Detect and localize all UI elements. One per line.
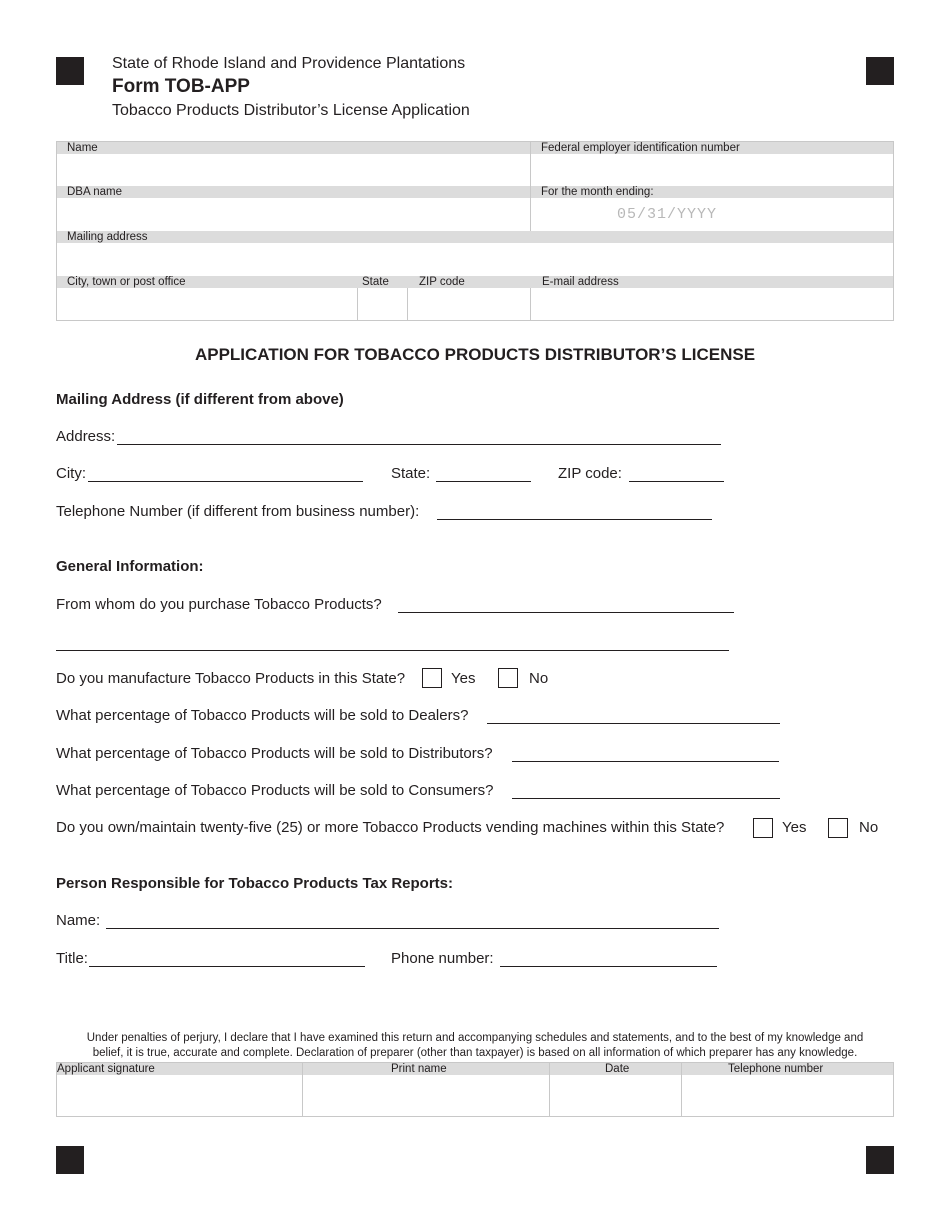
manufacture-question: Do you manufacture Tobacco Products in this State? [56,670,406,687]
vending-no-checkbox[interactable] [828,818,848,838]
consumers-question: What percentage of Tobacco Products will be sold to Consumers? [56,782,494,799]
state-input[interactable] [361,290,407,320]
registration-mark-bottom-left [56,1146,84,1174]
mailing-address-label: Mailing address [57,231,893,243]
city-line[interactable] [88,465,363,482]
general-section-heading: General Information: [56,558,204,575]
dealers-question: What percentage of Tobacco Products will be sold to Dealers? [56,707,469,724]
state-field-label: State: [391,465,431,482]
perjury-declaration [56,1031,894,1061]
responsible-section-heading: Person Responsible for Tobacco Products Tax Reports: [56,875,454,892]
mailing-section-heading: Mailing Address (if different from above) [56,391,344,408]
vending-no-label: No [859,819,879,836]
telephone-label: Telephone Number (if different from business number): [56,503,420,520]
city-input[interactable] [62,290,356,320]
fein-label: Federal employer identification number [531,142,893,154]
purchase-line[interactable] [398,596,734,613]
state-label: State [362,276,389,288]
email-input[interactable] [538,290,892,320]
distributors-line[interactable] [512,745,779,762]
manufacture-yes-checkbox[interactable] [422,668,442,688]
table-divider [549,1063,550,1116]
registration-mark-top-left [56,57,84,85]
mailing-address-input[interactable] [62,245,892,275]
address-label: Address: [56,428,116,445]
vending-yes-checkbox[interactable] [753,818,773,838]
state-line[interactable] [436,465,531,482]
declaration-line-2: belief, it is true, accurate and complete. Declaration of preparer (other than taxpayer) is based on all information of which preparer has any knowledge. [92,1047,858,1059]
vending-yes-label: Yes [782,819,807,836]
name-input[interactable] [62,156,528,186]
zip-label: ZIP code [419,276,465,288]
city-field-label: City: [56,465,86,482]
responsible-title-line[interactable] [89,950,365,967]
registration-mark-bottom-right [866,1146,894,1174]
date-input[interactable] [556,1079,680,1113]
fein-input[interactable] [538,156,892,186]
table-divider [302,1063,303,1116]
responsible-name-label: Name: [56,912,101,929]
manufacture-no-label: No [529,670,549,687]
registration-mark-top-right [866,57,894,85]
manufacture-yes-label: Yes [451,670,476,687]
zip-field-label: ZIP code: [558,465,622,482]
table-divider [681,1063,682,1116]
print-name-label: Print name [391,1063,447,1075]
email-label: E-mail address [542,276,619,288]
zip-input[interactable] [411,290,530,320]
month-ending-input[interactable] [615,200,889,228]
responsible-phone-line[interactable] [500,950,717,967]
distributors-question: What percentage of Tobacco Products will be sold to Distributors? [56,745,493,762]
applicant-signature-label: Applicant signature [57,1063,155,1075]
manufacture-no-checkbox[interactable] [498,668,518,688]
declaration-line-1: Under penalties of perjury, I declare that I have examined this return and accompanying schedules and statements, and to the best of my knowledge and [86,1032,864,1044]
vending-question: Do you own/maintain twenty-five (25) or more Tobacco Products vending machines within this State? [56,819,725,836]
name-label: Name [57,142,530,154]
address-line[interactable] [117,428,721,445]
form-number: Form TOB-APP [112,76,250,97]
telephone-number-label: Telephone number [728,1063,824,1075]
responsible-phone-label: Phone number: [391,950,494,967]
purchase-question: From whom do you purchase Tobacco Products? [56,596,382,613]
purchase-line-2[interactable] [56,634,729,651]
application-title: APPLICATION FOR TOBACCO PRODUCTS DISTRIBUTOR’S LICENSE [194,345,756,364]
form-subtitle: Tobacco Products Distributor’s License Application [112,102,470,119]
month-ending-label: For the month ending: [531,186,893,198]
consumers-line[interactable] [512,782,780,799]
print-name-input[interactable] [309,1079,547,1113]
date-label: Date [605,1063,630,1075]
dba-label: DBA name [57,186,530,198]
city-label: City, town or post office [67,276,186,288]
responsible-name-line[interactable] [106,912,719,929]
telephone-number-input[interactable] [688,1079,892,1113]
zip-line[interactable] [629,465,724,482]
applicant-signature-input[interactable] [63,1079,299,1113]
signature-table [56,1062,894,1117]
state-name: State of Rhode Island and Providence Plantations [112,55,466,72]
dealers-line[interactable] [487,707,780,724]
dba-input[interactable] [62,200,528,230]
telephone-line[interactable] [437,503,712,520]
responsible-title-label: Title: [56,950,88,967]
